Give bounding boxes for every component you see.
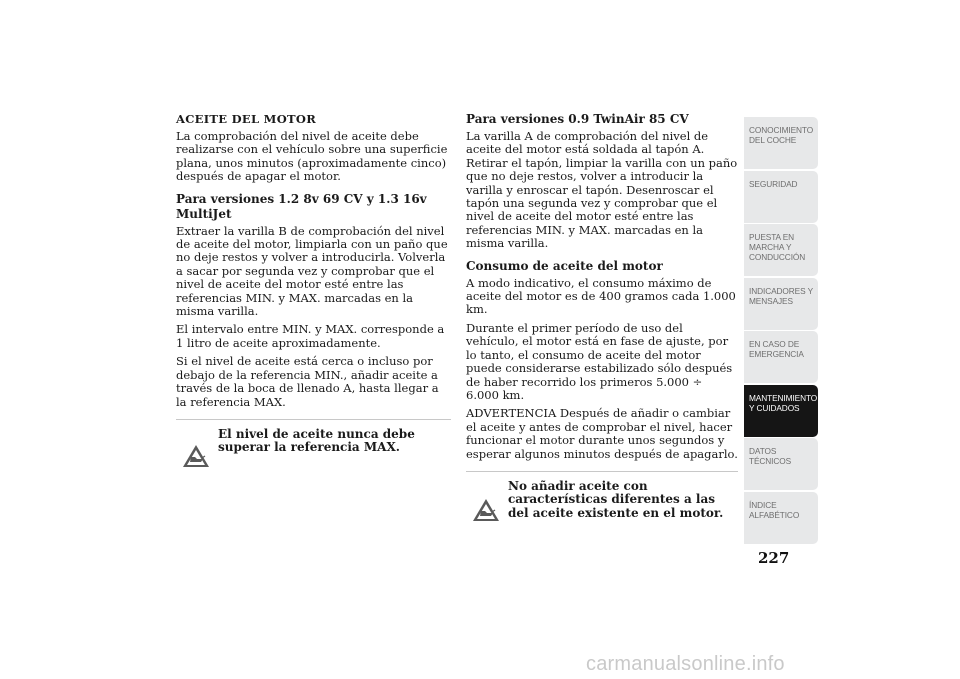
watermark: carmanualsonline.info [586,653,785,675]
tab-conocimiento-del-coche[interactable]: CONOCIMIENTO DEL COCHE [744,117,818,169]
warning-box [466,471,738,522]
tab-seguridad[interactable]: SEGURIDAD [744,171,818,223]
paragraph: La varilla A de comprobación del nivel de aceite del motor está soldada al tapón A. Retirar el tapón, limpiar la varilla con un paño que no deje restos, volver a introducir la varilla y enroscar el tapón. Desenroscar el tapón una segunda vez y comprobar que el nivel de aceite del motor esté entre las referencias MIN. y MAX. marcadas en la misma varilla. [466,129,738,251]
tab-mantenimiento-y-cuidados[interactable]: MANTENIMIENTO Y CUIDADOS [744,385,818,437]
tab-indicadores-y-mensajes[interactable]: INDICADORES Y MENSAJES [744,278,818,330]
left-column [176,112,451,468]
paragraph: A modo indicativo, el consumo máximo de aceite del motor es de 400 gramos cada 1.000 km. [466,275,736,317]
tab-puesta-en-marcha[interactable]: PUESTA EN MARCHA Y CONDUCCIÓN [744,224,818,276]
warning-text: No añadir aceite con características diferentes a las del aceite existente en el motor. [508,478,724,520]
tab-datos-tecnicos[interactable]: DATOS TÉCNICOS [744,438,818,490]
paragraph: Extraer la varilla B de comprobación del nivel de aceite del motor, limpiarla con un paño que no deje restos y volver a introducirla. Volverla a sacar por segunda vez y comprobar que el nivel de aceite del motor esté entre las referencias MIN. y MAX. marcadas en la misma varilla. [176,223,448,319]
oil-can-warning-icon [176,428,216,468]
paragraph: Durante el primer período de uso del vehículo, el motor está en fase de ajuste, por lo tanto, el consumo de aceite del motor puede considerarse estabilizado sólo después de haber recorrido los primeros 5.000 ÷ 6.000 km. [466,320,733,402]
tab-en-caso-de-emergencia[interactable]: EN CASO DE EMERGENCIA [744,331,818,383]
section-heading: ACEITE DEL MOTOR [176,112,317,126]
paragraph: Si el nivel de aceite está cerca o incluso por debajo de la referencia MIN., añadir aceite a través de la boca de llenado A, hasta llegar a la referencia MAX. [176,354,439,409]
chapter-tabs [744,117,818,545]
version-subheading: Para versiones 0.9 TwinAir 85 CV [466,112,689,126]
warning-box [176,419,451,468]
warning-text: El nivel de aceite nunca debe superar la referencia MAX. [218,426,415,455]
consumption-subheading: Consumo de aceite del motor [466,258,663,273]
page-number: 227 [758,549,790,567]
version-subheading: Para versiones 1.2 8v 69 CV y 1.3 16v MultiJet [176,191,427,221]
right-column [466,112,738,522]
intro-paragraph: La comprobación del nivel de aceite debe realizarse con el vehículo sobre una superficie plana, unos minutos (aproximadamente cinco) después de apagar el motor. [176,129,448,184]
paragraph: ADVERTENCIA Después de añadir o cambiar el aceite y antes de comprobar el nivel, hacer funcionar el motor durante unos segundos y esperar algunos minutos después de apagarlo. [466,406,738,461]
paragraph: El intervalo entre MIN. y MAX. corresponde a 1 litro de aceite aproximadamente. [176,322,445,350]
oil-can-warning-icon [466,480,506,522]
tab-indice-alfabetico[interactable]: ÍNDICE ALFABÉTICO [744,492,818,544]
